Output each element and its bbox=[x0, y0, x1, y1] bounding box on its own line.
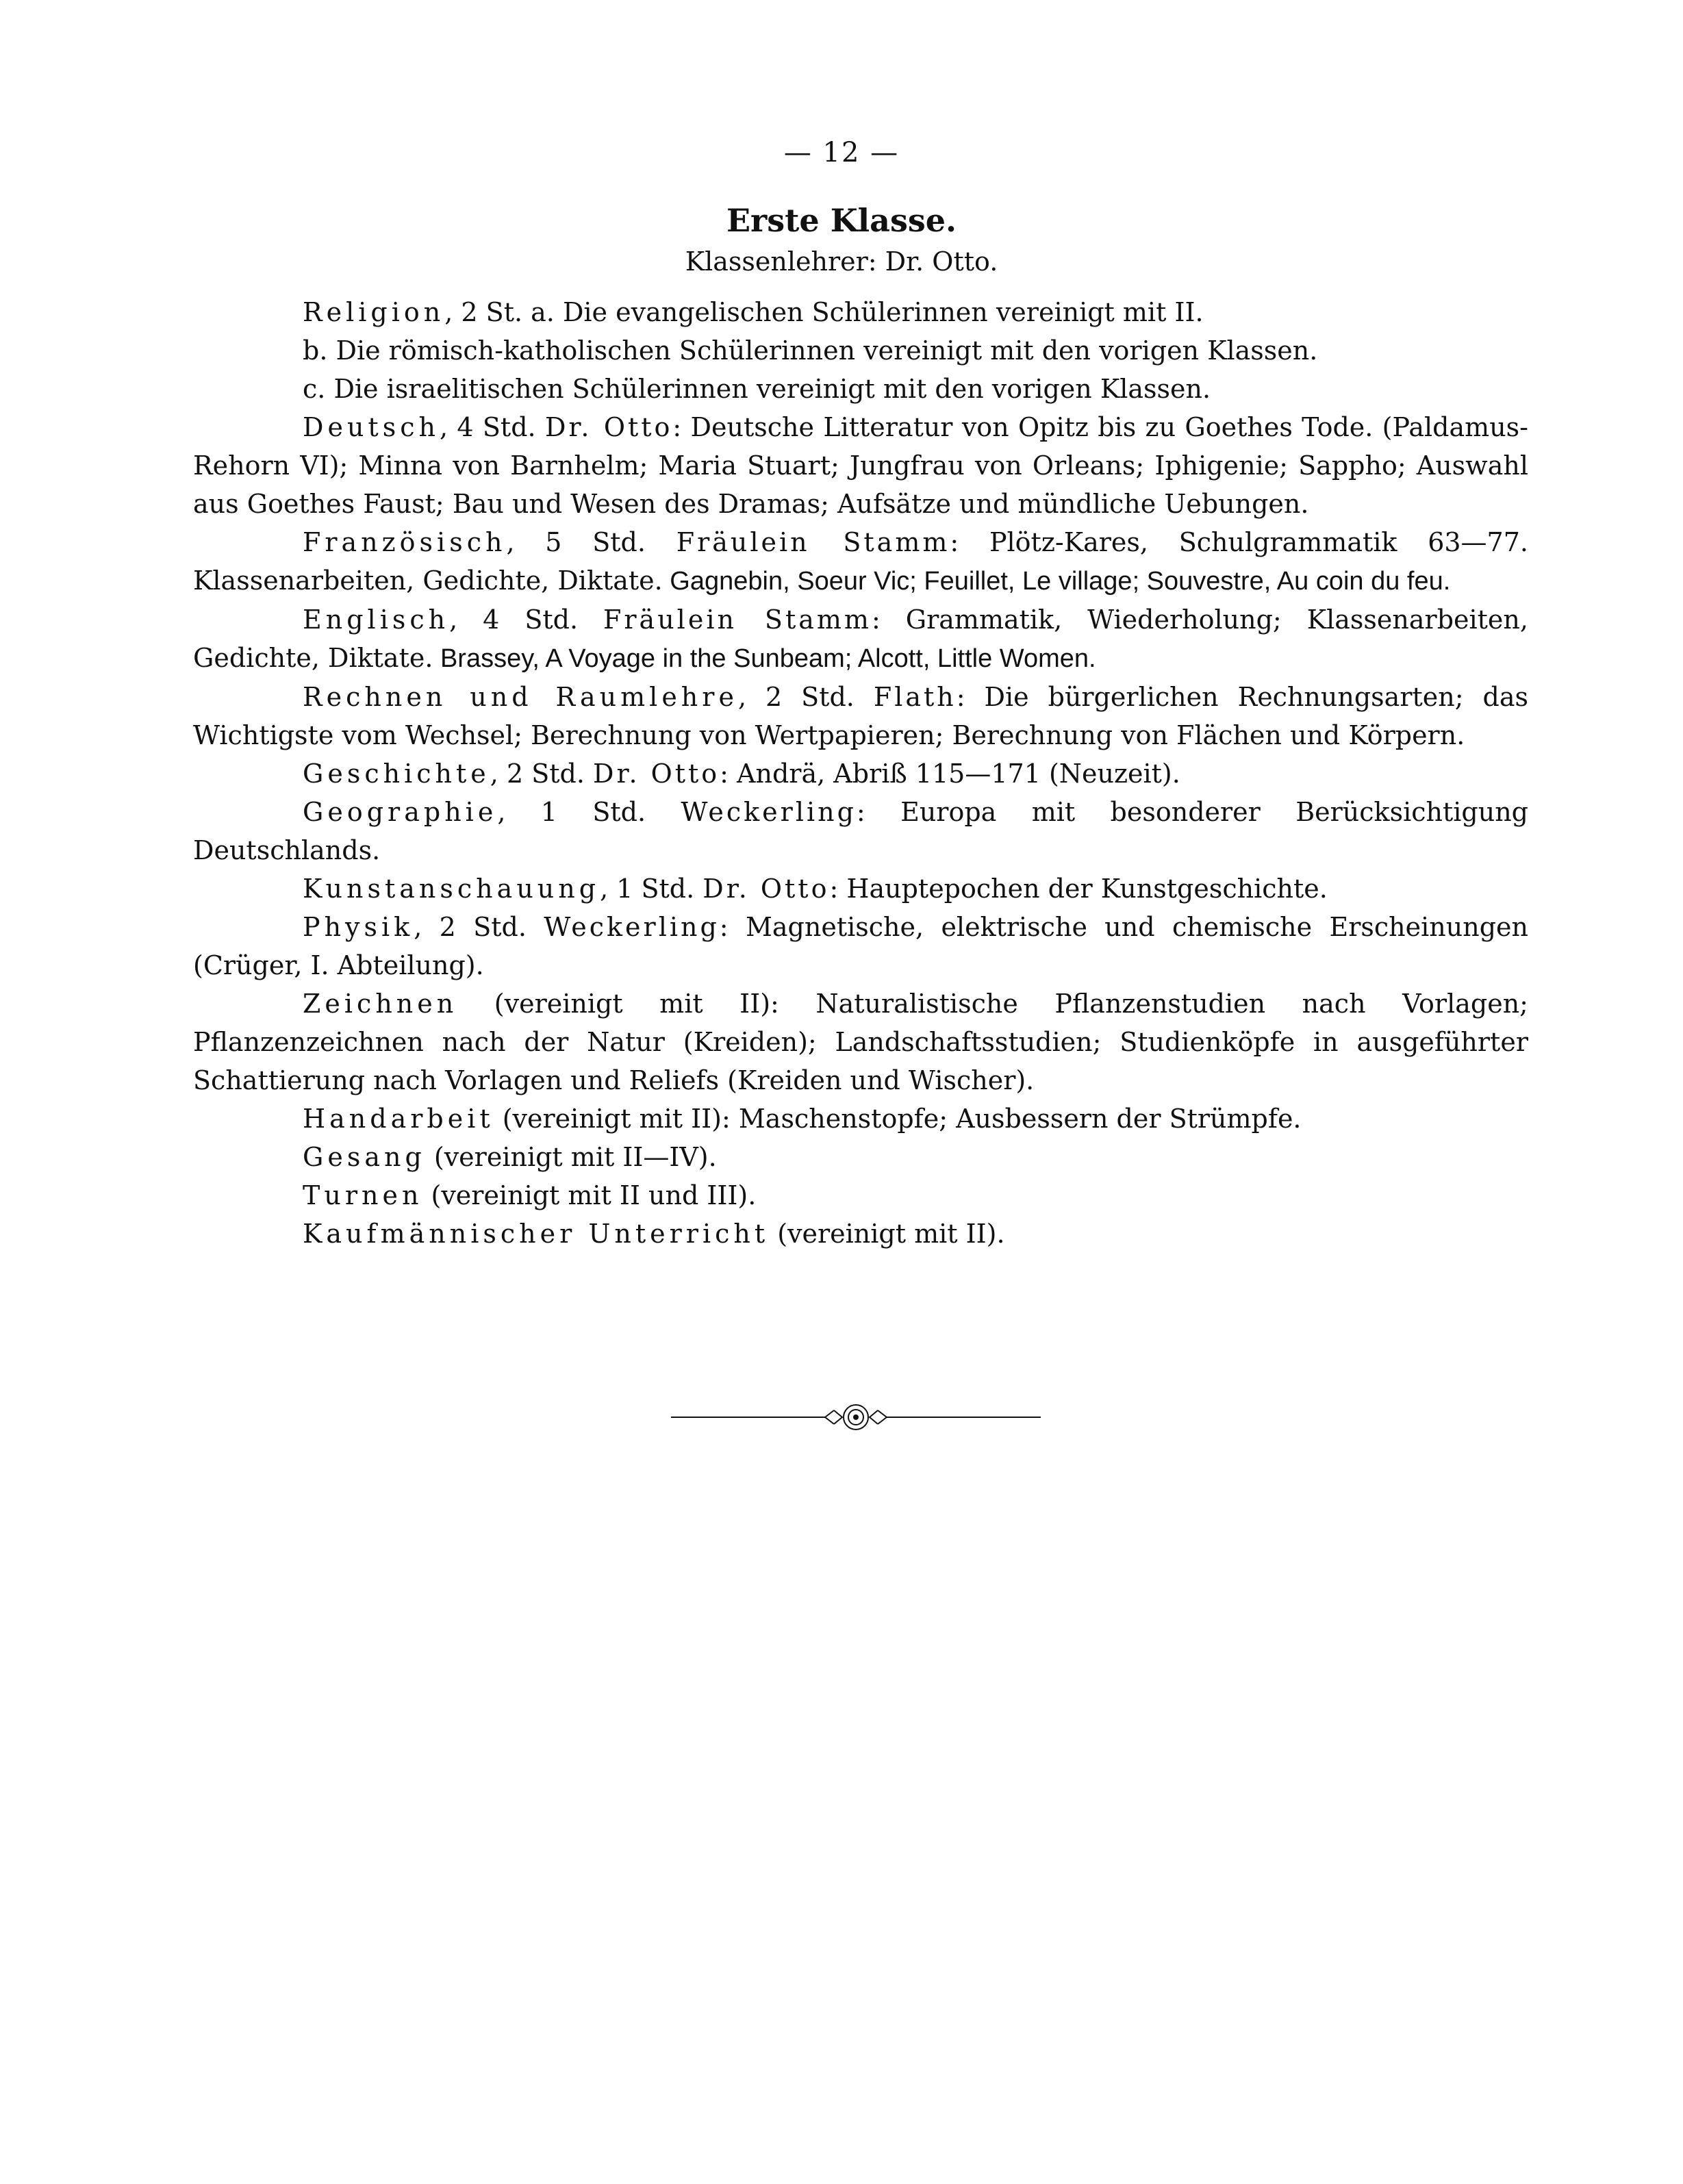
entry-religion-b bbox=[193, 331, 1528, 370]
entry-detail: , 4 Std. bbox=[439, 412, 545, 442]
subject-label: Deutsch bbox=[303, 412, 440, 442]
ornament-flourish-right bbox=[870, 1410, 887, 1424]
entry-englisch bbox=[193, 600, 1528, 678]
subject-label: Kunstanschauung bbox=[303, 874, 600, 904]
entry-detail: , 5 Std. bbox=[506, 527, 676, 557]
entry-detail: , 1 Std. bbox=[497, 797, 681, 827]
entry-content: : Die bürgerlichen Rechnungsarten; das Wichtigste vom Wechsel; Berechnung von Wertpapieren; Berechnung von Flächen und Körpern. bbox=[193, 682, 1528, 750]
subject-label: Geschichte bbox=[303, 759, 490, 789]
entry-detail: , 2 Std. bbox=[490, 759, 593, 789]
entry-religion bbox=[193, 293, 1528, 331]
entry-religion-c bbox=[193, 370, 1528, 408]
entry-content: : Deutsche Litteratur von Opitz bis zu Goethes Tode. (Paldamus-Rehorn VI); Minna von Barnhelm; Maria Stuart; Jungfrau von Orleans; Iphigenie; Sappho; Auswahl aus Goethes Faust; Bau und Wesen des Dramas; Aufsätze und mündliche Uebungen. bbox=[193, 412, 1529, 519]
subject-label: Gesang bbox=[303, 1142, 426, 1172]
subject-label: Englisch bbox=[303, 605, 450, 635]
entry-rechnen bbox=[193, 678, 1528, 754]
entry-geschichte bbox=[193, 754, 1528, 793]
entry-detail: (vereinigt mit II und III). bbox=[422, 1180, 757, 1210]
entry-text: c. Die israelitischen Schülerinnen vereinigt mit den vorigen Klassen. bbox=[303, 374, 1211, 404]
subject-label: Physik bbox=[303, 912, 414, 942]
entry-turnen bbox=[193, 1176, 1528, 1215]
section-title: Erste Klasse. bbox=[726, 202, 957, 239]
entry-detail: (vereinigt mit II). bbox=[769, 1219, 1005, 1249]
subject-label: Rechnen und Raumlehre bbox=[303, 682, 738, 712]
entry-geographie bbox=[193, 793, 1528, 869]
teacher-name: Dr. Otto bbox=[592, 759, 720, 789]
entry-gesang bbox=[193, 1138, 1528, 1176]
teacher-name: Fräulein Stamm bbox=[676, 527, 950, 557]
class-teacher: Klassenlehrer: Dr. Otto. bbox=[685, 246, 998, 277]
entry-zeichnen bbox=[193, 985, 1528, 1100]
entry-content: : Europa mit besonderer Berücksichtigung Deutschlands. bbox=[193, 797, 1529, 865]
ornament-divider bbox=[671, 1397, 1041, 1438]
teacher-name: Dr. Otto bbox=[544, 412, 673, 442]
subject-label: Französisch bbox=[303, 527, 507, 557]
teacher-name: Weckerling bbox=[681, 797, 857, 827]
subject-label: Kaufmännischer Unterricht bbox=[303, 1219, 770, 1249]
ornament-center bbox=[853, 1414, 859, 1420]
teacher-name: Flath bbox=[873, 682, 957, 712]
entry-franzoesisch bbox=[193, 523, 1528, 600]
entry-latin-text: Brassey, A Voyage in the Sunbeam; Alcott, Little Women. bbox=[433, 644, 1096, 673]
entry-detail: (vereinigt mit II—IV). bbox=[425, 1142, 717, 1172]
page-number: — 12 — bbox=[783, 137, 900, 168]
entry-latin-text: Gagnebin, Soeur Vic; Feuillet, Le village; Souvestre, Au coin du feu. bbox=[662, 567, 1451, 596]
entry-detail: (vereinigt mit II): Naturalistische Pflanzenstudien nach Vorlagen; Pflanzenzeichnen nach der Natur (Kreiden); Landschaftsstudien; Studienköpfe in ausgeführter Schattierung nach Vorlagen und Reliefs (Kreiden und Wischer). bbox=[193, 989, 1528, 1095]
teacher-name: Fräulein Stamm bbox=[603, 605, 872, 635]
teacher-name: Dr. Otto bbox=[703, 874, 830, 904]
entry-content: : Grammatik, Wiederholung; Klassenarbeiten, Gedichte, Diktate. bbox=[193, 605, 1528, 673]
entry-detail: , 2 St. a. Die evangelischen Schülerinnen vereinigt mit II. bbox=[444, 297, 1204, 327]
ornament-flourish-left bbox=[825, 1410, 842, 1424]
curriculum-body bbox=[193, 293, 1528, 1253]
entry-content: : Plötz-Kares, Schulgrammatik 63—77. Klassenarbeiten, Gedichte, Diktate. bbox=[193, 527, 1528, 596]
entry-kunstanschauung bbox=[193, 869, 1528, 908]
subject-label: Zeichnen bbox=[303, 989, 458, 1019]
subject-label: Handarbeit bbox=[303, 1104, 494, 1134]
entry-detail: , 2 Std. bbox=[737, 682, 874, 712]
teacher-name: Weckerling bbox=[544, 912, 720, 942]
entry-physik bbox=[193, 908, 1528, 985]
entry-content: : Hauptepochen der Kunstgeschichte. bbox=[829, 874, 1328, 904]
entry-text: b. Die römisch-katholischen Schülerinnen vereinigt mit den vorigen Klassen. bbox=[303, 335, 1318, 366]
subject-label: Turnen bbox=[303, 1180, 423, 1210]
entry-detail: (vereinigt mit II): Maschenstopfe; Ausbessern der Strümpfe. bbox=[494, 1104, 1302, 1134]
entry-content: : Magnetische, elektrische und chemische Erscheinungen (Crüger, I. Abteilung). bbox=[193, 912, 1528, 980]
entry-kaufmaennisch bbox=[193, 1215, 1528, 1253]
entry-deutsch bbox=[193, 408, 1528, 523]
entry-detail: , 1 Std. bbox=[600, 874, 703, 904]
entry-detail: , 2 Std. bbox=[414, 912, 544, 942]
entry-handarbeit bbox=[193, 1100, 1528, 1138]
subject-label: Geographie bbox=[303, 797, 498, 827]
entry-content: : Andrä, Abriß 115—171 (Neuzeit). bbox=[720, 759, 1180, 789]
subject-label: Religion bbox=[303, 297, 445, 327]
entry-detail: , 4 Std. bbox=[449, 605, 604, 635]
